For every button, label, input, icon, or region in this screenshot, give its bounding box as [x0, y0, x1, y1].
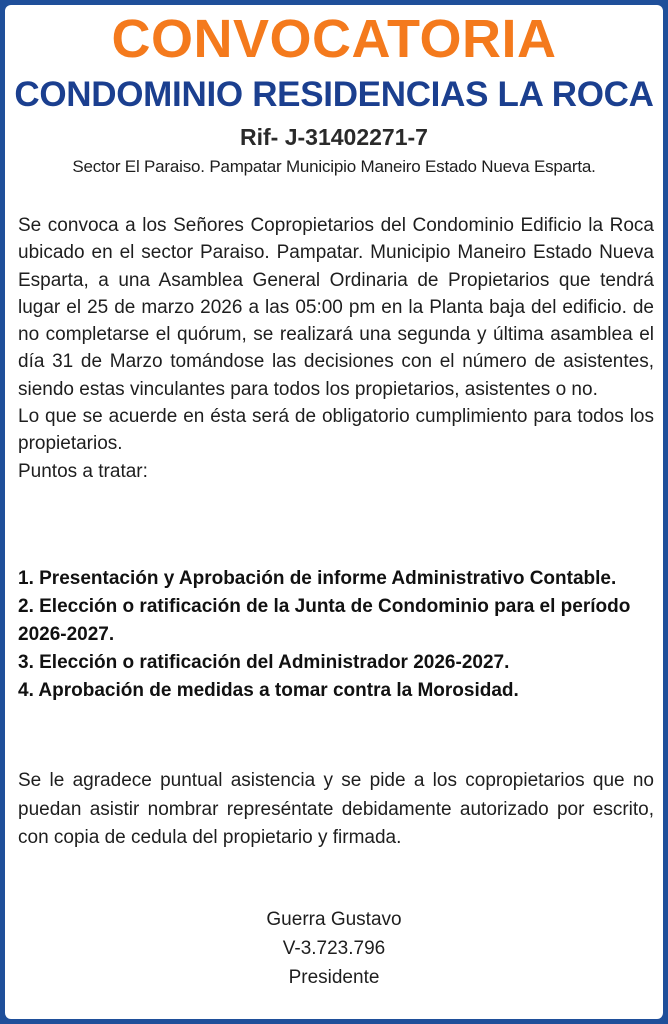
- notice-panel: [5, 5, 663, 1019]
- points-intro: Puntos a tratar:: [18, 460, 148, 482]
- agenda-item: 2. Elección o ratificación de la Junta de Condominio para el período 2026-2027.: [18, 596, 631, 645]
- signer-id: V-3.723.796: [282, 938, 386, 959]
- agenda-item: 1. Presentación y Aprobación de informe Administrativo Contable.: [18, 568, 617, 589]
- agenda-item: 4. Aprobación de medidas a tomar contra la Morosidad.: [18, 680, 519, 701]
- signer-name: Guerra Gustavo: [266, 909, 402, 930]
- notice-body: [18, 212, 654, 485]
- signature-block: [5, 905, 663, 992]
- rif-number: Rif- J-31402271-7: [240, 124, 428, 150]
- convocation-paragraph: Se convoca a los Señores Copropietarios del Condominio Edificio la Roca ubicado en el sector Paraiso. Pampatar. Municipio Maneiro Estado Nueva Esparta, a una Asamblea General Ordinaria de Propietarios que tendrá lugar el 25 de marzo 2026 a las 05:00 pm en la Planta baja del edificio. de no completarse el quórum, se realizará una segunda y última asamblea el día 31 de Marzo tomándose las decisiones con el número de asistentes, siendo estas vinculantes para todos los propietarios, asistentes o no.: [18, 215, 654, 400]
- condominium-name: CONDOMINIO RESIDENCIAS LA ROCA: [14, 75, 654, 114]
- agenda-item: 3. Elección o ratificación del Administrador 2026-2027.: [18, 652, 510, 673]
- notice-title: CONVOCATORIA: [111, 9, 557, 69]
- agenda-list: [18, 565, 654, 705]
- closing-paragraph: Se le agradece puntual asistencia y se pide a los copropietarios que no puedan asistir nombrar represéntate debidamente autorizado por escrito, con copia de cedula del propietario y firmada.: [18, 770, 654, 848]
- obligation-paragraph: Lo que se acuerde en ésta será de obligatorio cumplimiento para todos los propietarios.: [18, 406, 654, 455]
- address-line: Sector El Paraiso. Pampatar Municipio Maneiro Estado Nueva Esparta.: [72, 157, 596, 176]
- signer-role: Presidente: [288, 967, 380, 988]
